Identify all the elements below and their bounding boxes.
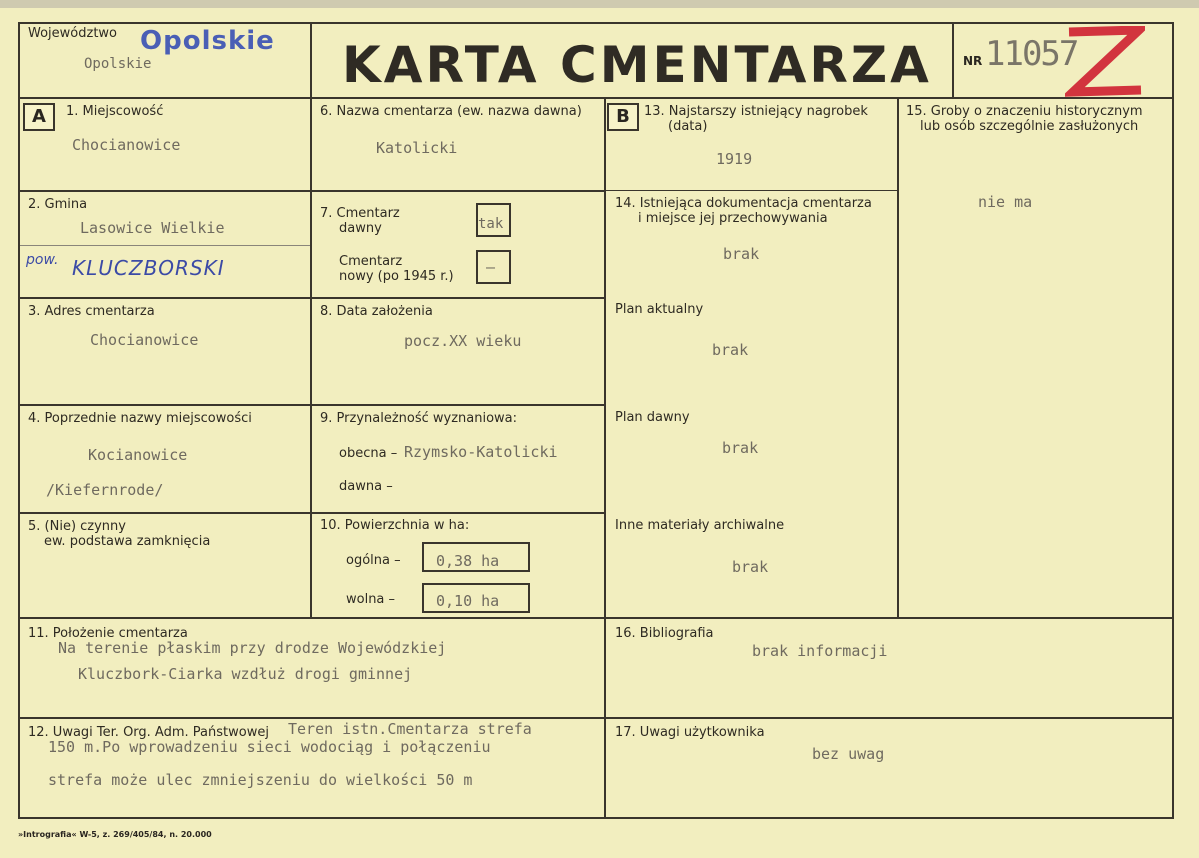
f5-label-2: ew. podstawa zamknięcia [44, 534, 211, 549]
f8-value: pocz.XX wieku [404, 332, 522, 350]
f7-value-a: tak [478, 216, 504, 232]
plan-aktualny-label: Plan aktualny [615, 302, 704, 317]
f12-label: 12. Uwagi Ter. Org. Adm. Państwowej [28, 725, 269, 740]
page-title: KARTA CMENTARZA [342, 36, 932, 94]
f10-ogolna-label: ogólna – [346, 553, 401, 568]
f4-value-2: /Kiefernrode/ [46, 481, 164, 499]
plan-dawny-label: Plan dawny [615, 410, 690, 425]
f2-hand-value: KLUCZBORSKI [72, 256, 225, 280]
nr-label: NR [963, 54, 983, 68]
f9-dawna-label: dawna – [339, 479, 393, 494]
f17-value: bez uwag [812, 745, 885, 763]
frame-top [18, 22, 1173, 24]
f9-label: 9. Przynależność wyznaniowa: [320, 411, 518, 426]
f5-label-1: 5. (Nie) czynny [28, 519, 126, 534]
f14-label-2: i miejsce jej przechowywania [638, 211, 828, 226]
col-sep-1 [310, 97, 312, 619]
f11-value-2: Kluczbork-Ciarka wzdłuż drogi gminnej [78, 665, 413, 683]
f15-value: nie ma [978, 193, 1033, 211]
f12-value-3: strefa może ulec zmniejszeniu do wielkości 50 m [48, 771, 473, 789]
wojewodztwo-typed: Opolskie [84, 56, 152, 72]
f10-label: 10. Powierzchnia w ha: [320, 518, 470, 533]
row-sep-5 [18, 617, 1174, 619]
frame-right [1172, 22, 1174, 819]
f11-value-1: Na terenie płaskim przy drodze Wojewódzkiej [58, 639, 447, 657]
red-z-mark [1065, 26, 1145, 98]
plan-aktualny-value: brak [712, 341, 749, 359]
f7-label-a2: dawny [339, 221, 382, 236]
row-sep-1 [18, 190, 606, 192]
f16-value: brak informacji [752, 642, 888, 660]
header-bottom [18, 97, 1174, 99]
nr-value: 11057 [985, 34, 1078, 74]
gmina-underline [20, 245, 310, 246]
print-footer: »Intrografia« W-5, z. 269/405/84, n. 20.000 [18, 830, 212, 839]
section-b-marker: B [607, 103, 639, 131]
col-sep-3 [897, 97, 899, 619]
inne-materialy-label: Inne materiały archiwalne [615, 518, 785, 533]
f10-wolna-label: wolna – [346, 592, 396, 607]
f12-value-2: 150 m.Po wprowadzeniu sieci wodociąg i połączeniu [48, 738, 491, 756]
f9-obecna-label: obecna – [339, 446, 398, 461]
f2-label: 2. Gmina [28, 197, 88, 212]
frame-left [18, 22, 20, 819]
header-sep-1 [310, 22, 312, 99]
f15-label-2: lub osób szczególnie zasłużonych [920, 119, 1139, 134]
inne-materialy-value: brak [732, 558, 769, 576]
f16-label: 16. Bibliografia [615, 626, 714, 641]
row-sep-2 [18, 297, 606, 299]
frame-bottom [18, 817, 1174, 819]
f13-label-2: (data) [668, 119, 708, 134]
section-a-marker: A [23, 103, 55, 131]
f12-value-1: Teren istn.Cmentarza strefa [288, 720, 532, 738]
f2-hand-abbr: pow. [26, 252, 59, 268]
f1-label: 1. Miejscowość [66, 104, 164, 119]
f9-obecna-value: Rzymsko-Katolicki [404, 443, 558, 461]
f14-value: brak [723, 245, 760, 263]
f13-value: 1919 [716, 150, 753, 168]
f1-value: Chocianowice [72, 136, 181, 154]
col-sep-2 [604, 97, 606, 818]
f17-label: 17. Uwagi użytkownika [615, 725, 765, 740]
f10-ogolna-value: 0,38 ha [436, 552, 500, 570]
f11-label: 11. Położenie cmentarza [28, 626, 188, 641]
wojewodztwo-stamp: Opolskie [140, 26, 275, 56]
f7-value-b: – [486, 258, 496, 276]
f6-label: 6. Nazwa cmentarza (ew. nazwa dawna) [320, 104, 582, 119]
f2-value: Lasowice Wielkie [80, 219, 225, 237]
f7-label-b1: Cmentarz [339, 254, 403, 269]
f3-label: 3. Adres cmentarza [28, 304, 155, 319]
wojewodztwo-label: Województwo [28, 26, 118, 41]
top-edge [0, 0, 1199, 8]
f8-label: 8. Data założenia [320, 304, 433, 319]
f10-wolna-value: 0,10 ha [436, 592, 500, 610]
row-sep-3 [18, 404, 606, 406]
f4-label: 4. Poprzednie nazwy miejscowości [28, 411, 252, 426]
f7-label-a1: 7. Cmentarz [320, 206, 400, 221]
f13-sep [606, 190, 897, 191]
f13-label-1: 13. Najstarszy istniejący nagrobek [644, 104, 868, 119]
header-sep-2 [952, 22, 954, 99]
row-sep-6 [18, 717, 1174, 719]
f3-value: Chocianowice [90, 331, 199, 349]
row-sep-4 [18, 512, 606, 514]
f15-label-1: 15. Groby o znaczeniu historycznym [906, 104, 1143, 119]
f7-label-b2: nowy (po 1945 r.) [339, 269, 454, 284]
f4-value-1: Kocianowice [88, 446, 188, 464]
f14-label-1: 14. Istniejąca dokumentacja cmentarza [615, 196, 872, 211]
f6-value: Katolicki [376, 139, 458, 157]
plan-dawny-value: brak [722, 439, 759, 457]
